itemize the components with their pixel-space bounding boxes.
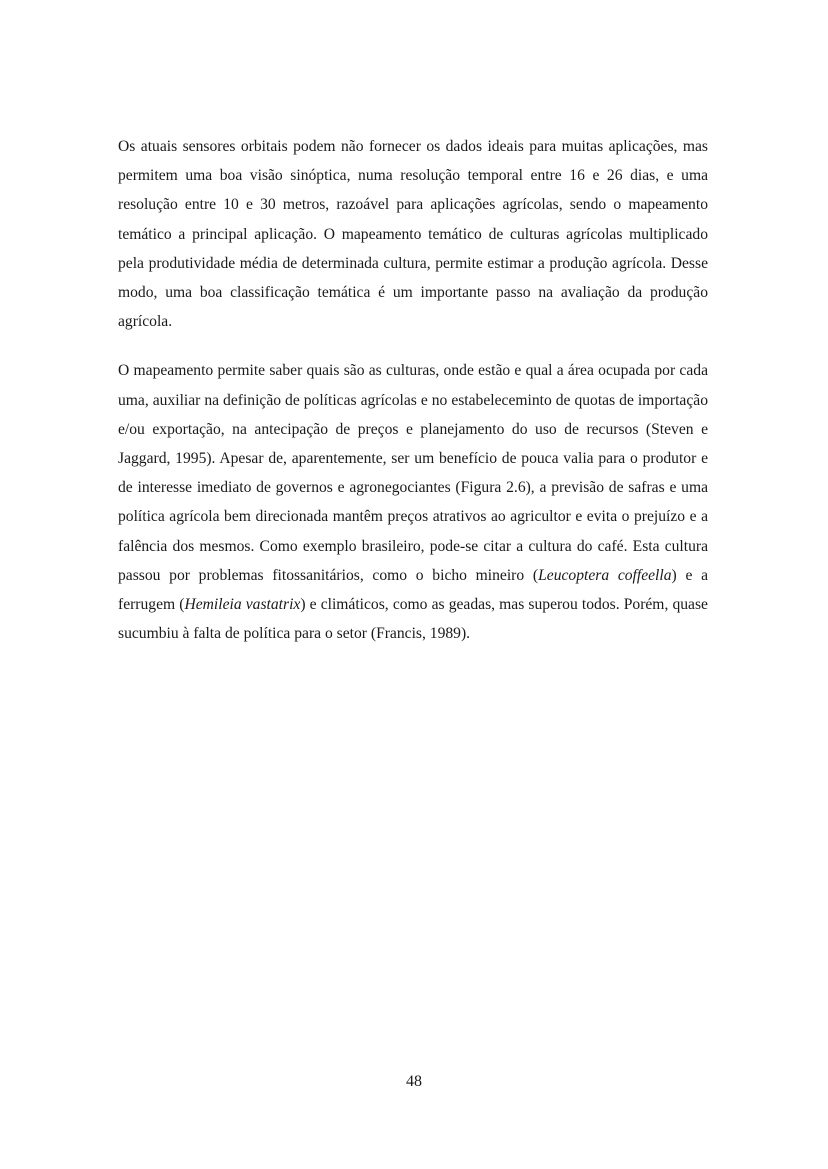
page-number: 48 (406, 1073, 422, 1090)
paragraph-2 (118, 356, 708, 648)
paragraph-2-text-c: ) e climáticos, como as geadas, mas superou todos. Porém, quase sucumbiu à falta de política para o setor (Francis, 1989). (118, 596, 708, 643)
text-body (118, 132, 708, 668)
paragraph-1-text: Os atuais sensores orbitais podem não fornecer os dados ideais para muitas aplicações, mas permitem uma boa visão sinóptica, numa resolução temporal entre 16 e 26 dias, e uma resolução entre 10 e 30 metros, razoável para aplicações agrícolas, sendo o mapeamento temático a principal aplicação. O mapeamento temático de culturas agrícolas multiplicado pela produtividade média de determinada cultura, permite estimar a produção agrícola. Desse modo, uma boa classificação temática é um importante passo na avaliação da produção agrícola. (118, 138, 708, 331)
paragraph-2-text-b: ) e a ferrugem ( (118, 566, 708, 614)
paragraph-1 (118, 132, 708, 336)
paragraph-2-text-a: O mapeamento permite saber quais são as culturas, onde estão e qual a área ocupada por cada uma, auxiliar na definição de políticas agrícolas e no estabeleceminto de quotas de importação e/ou exportação, na antecipação de preços e planejamento do uso de recursos (Steven e Jaggard, 1995). Apesar de, aparentemente, ser um benefício de pouca valia para o produtor e de interesse imediato de governos e agronegociantes (Figura 2.6), a previsão de safras e uma política agrícola bem direcionada mantêm preços atrativos ao agricultor e evita o prejuízo e a falência dos mesmos. Como exemplo brasileiro, pode-se citar a cultura do café. Esta cultura passou por problemas fitossanitários, como o bicho mineiro ( (118, 362, 708, 584)
species-name-hemileia: Hemileia vastatrix (184, 596, 301, 614)
species-name-leucoptera: Leucoptera coffeella (538, 566, 672, 584)
